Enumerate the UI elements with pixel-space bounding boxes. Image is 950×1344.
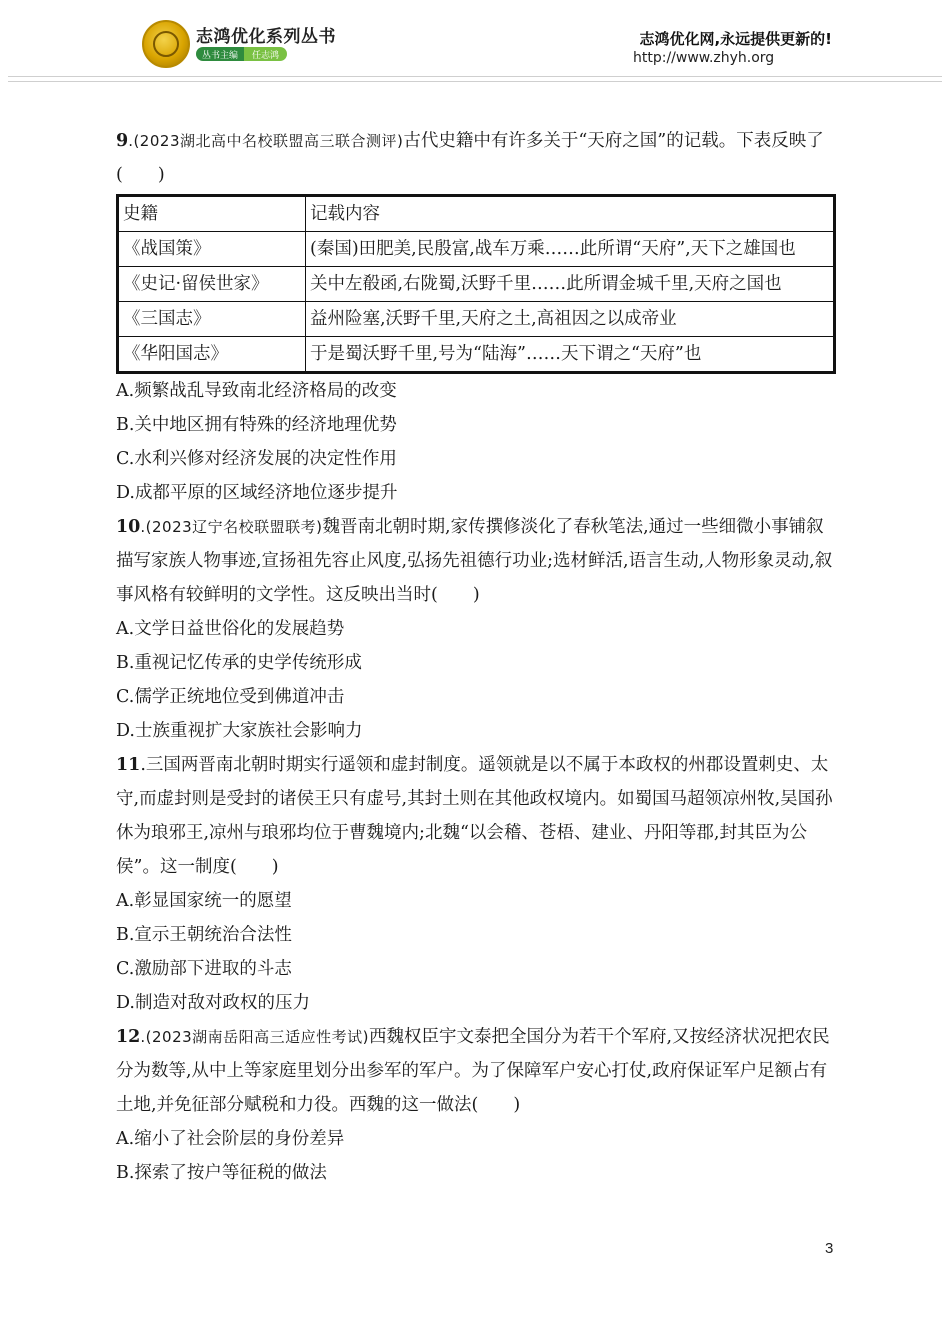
option-b: B.关中地区拥有特殊的经济地理优势 [116,415,397,435]
option-c: C.儒学正统地位受到佛道冲击 [116,687,345,707]
option-b: B.探索了按户等征税的做法 [116,1163,327,1183]
table-header: 记载内容 [306,196,835,232]
question-source: .(2023湖南岳阳高三适应性考试) [140,1028,370,1046]
option-d: D.成都平原的区域经济地位逐步提升 [116,483,398,503]
table-row [118,302,835,337]
option-d: D.制造对敌对政权的压力 [116,993,310,1013]
question-text: 古代史籍中有许多关于“天府之国”的记载。下表反映了( ) [116,131,824,185]
table-header-row [118,196,835,232]
seal-logo-icon [142,20,190,68]
page-header [0,0,950,90]
question-text: 西魏权臣宇文泰把全国分为若干个军府,又按经济状况把农民分为数等,从中上等家庭里划分出参军的军户。为了保障军户安心打仗,政府保证军户足额占有土地,并免征部分赋税和力役。西魏的这一做法( ) [116,1027,830,1115]
page-number: 3 [825,1240,834,1257]
table-cell: 于是蜀沃野千里,号为“陆海”……天下谓之“天府”也 [306,337,835,373]
option-c: C.激励部下进取的斗志 [116,959,292,979]
table-cell: 《三国志》 [118,302,306,337]
question-content [116,124,838,1190]
question-source: .(2023辽宁名校联盟联考) [140,518,323,536]
option-b: B.宣示王朝统治合法性 [116,925,292,945]
question-number: 10 [116,517,141,537]
option-a: A.频繁战乱导致南北经济格局的改变 [116,381,397,401]
question-10-stem [116,510,838,612]
question-number: 9 [116,131,129,151]
option-d: D.士族重视扩大家族社会影响力 [116,721,363,741]
table-cell: 《史记·留侯世家》 [118,267,306,302]
table-cell: 《战国策》 [118,232,306,267]
table-row [118,232,835,267]
question-9-stem [116,124,838,192]
question-number: 12 [116,1027,141,1047]
question-text: 魏晋南北朝时期,家传撰修淡化了春秋笔法,通过一些细微小事铺叙描写家族人物事迹,宣扬祖先容止风度,弘扬先祖德行功业;选材鲜活,语言生动,人物形象灵动,叙事风格有较鲜明的文学性。这反映出当时( ) [116,517,833,605]
table-cell: 关中左殽函,右陇蜀,沃野千里……此所谓金城千里,天府之国也 [306,267,835,302]
option-c: C.水利兴修对经济发展的决定性作用 [116,449,397,469]
table-row [118,267,835,302]
question-11-stem [116,748,838,884]
site-url[interactable]: http://www.zhyh.org [633,50,775,66]
option-a: A.缩小了社会阶层的身份差异 [116,1129,345,1149]
table-cell: 益州险塞,沃野千里,天府之土,高祖因之以成帝业 [306,302,835,337]
table-header: 史籍 [118,196,306,232]
header-divider [8,76,942,82]
series-title: 志鸿优化系列丛书 [196,27,336,47]
option-b: B.重视记忆传承的史学传统形成 [116,653,362,673]
editor-name: 任志鸿 [244,47,287,61]
table-cell: (秦国)田肥美,民殷富,战车万乘……此所谓“天府”,天下之雄国也 [306,232,835,267]
editor-label: 丛书主编 [196,47,244,61]
records-table [116,194,836,374]
question-12-stem [116,1020,838,1122]
option-a: A.彰显国家统一的愿望 [116,891,292,911]
option-a: A.文学日益世俗化的发展趋势 [116,619,345,639]
question-number: 11 [116,755,141,775]
question-source: .(2023湖北高中名校联盟高三联合测评) [128,132,404,150]
table-row [118,337,835,373]
site-slogan: 志鸿优化网,永远提供更新的! [639,30,832,48]
question-text: .三国两晋南北朝时期实行遥领和虚封制度。遥领就是以不属于本政权的州郡设置刺史、太守,而虚封则是受封的诸侯王只有虚号,其封土则在其他政权境内。如蜀国马超领凉州牧,吴国孙休为琅邪王,凉州与琅邪均位于曹魏境内;北魏“以会稽、苍梧、建业、丹阳等郡,封其臣为公侯”。这一制度( ) [116,755,833,877]
table-cell: 《华阳国志》 [118,337,306,373]
editor-badge [196,47,287,61]
